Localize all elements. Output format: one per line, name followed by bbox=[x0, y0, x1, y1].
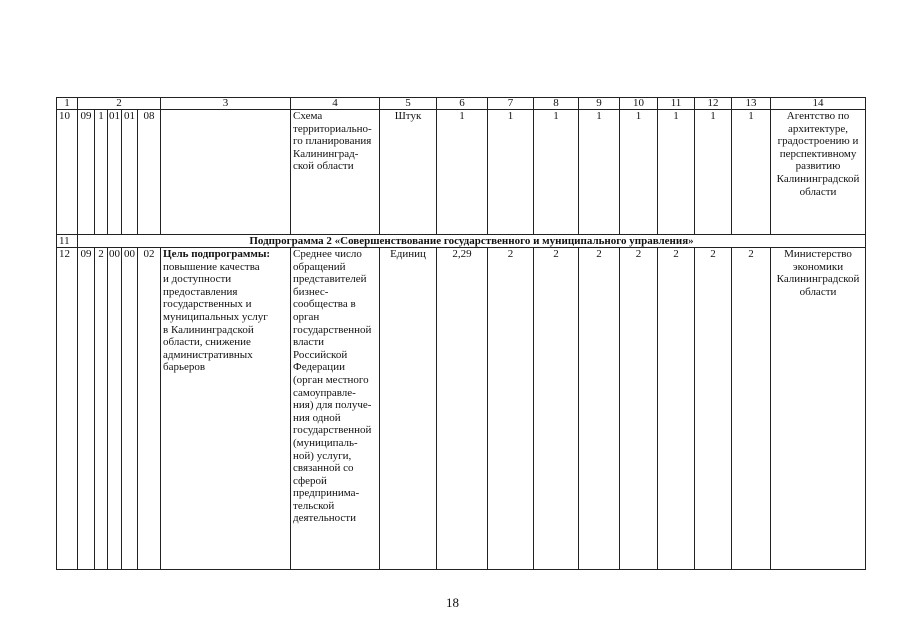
goal-line: в Калининградской bbox=[163, 323, 254, 336]
goal-line: предоставления bbox=[163, 285, 238, 298]
executor-line: Агентство по bbox=[786, 110, 850, 122]
indicator-line: территориально- bbox=[293, 122, 372, 135]
goal-line: государственных и bbox=[163, 298, 252, 311]
indicator-line: обращений bbox=[293, 260, 346, 273]
value-cell: 2 bbox=[488, 248, 534, 570]
executor-line: Калининградской bbox=[776, 172, 860, 185]
code-cell: 00 bbox=[122, 248, 138, 570]
indicator-line: сообщества в bbox=[293, 298, 356, 311]
executor-line: Калининградской bbox=[776, 273, 860, 286]
goal-line: и доступности bbox=[163, 273, 232, 286]
goal-line: муниципальных услуг bbox=[163, 310, 268, 323]
value-cell: 1 bbox=[579, 110, 620, 235]
indicator-line: орган bbox=[293, 310, 320, 323]
header-cell: 8 bbox=[534, 98, 579, 110]
row-number: 10 bbox=[57, 110, 78, 235]
indicator-line: бизнес- bbox=[293, 285, 329, 298]
row-number: 12 bbox=[57, 248, 78, 570]
value-cell: 1 bbox=[620, 110, 658, 235]
indicator-line: ния) для получе- bbox=[293, 399, 372, 412]
goal-label: Цель подпрограммы: bbox=[163, 248, 271, 260]
indicator-line: (орган местного bbox=[293, 373, 369, 386]
indicator-line: власти bbox=[293, 336, 325, 349]
indicator-cell bbox=[291, 110, 380, 235]
code-cell: 01 bbox=[122, 110, 138, 235]
value-cell: 2,29 bbox=[437, 248, 488, 570]
value-cell: 2 bbox=[658, 248, 695, 570]
indicator-line: го планирования bbox=[293, 135, 372, 148]
header-cell: 6 bbox=[437, 98, 488, 110]
executor-line: Министерство bbox=[784, 248, 852, 260]
indicator-line: самоуправле- bbox=[293, 386, 356, 399]
value-cell: 1 bbox=[732, 110, 771, 235]
header-cell: 5 bbox=[380, 98, 437, 110]
indicator-line: государственной bbox=[293, 424, 372, 437]
code-cell: 08 bbox=[138, 110, 161, 235]
value-cell: 1 bbox=[534, 110, 579, 235]
page-number: 18 bbox=[446, 595, 459, 610]
indicator-line: тельской bbox=[293, 499, 335, 512]
goal-cell bbox=[161, 248, 291, 570]
header-cell: 2 bbox=[78, 98, 161, 110]
code-cell: 02 bbox=[138, 248, 161, 570]
executor-cell bbox=[771, 248, 866, 570]
header-cell: 11 bbox=[658, 98, 695, 110]
indicator-line: государственной bbox=[293, 323, 372, 336]
indicator-line: Калининград- bbox=[293, 147, 359, 160]
header-cell: 9 bbox=[579, 98, 620, 110]
code-cell: 00 bbox=[108, 248, 122, 570]
subprogram-row bbox=[57, 235, 866, 248]
indicator-line: ской области bbox=[293, 160, 354, 173]
value-cell: 2 bbox=[534, 248, 579, 570]
indicator-line: деятельности bbox=[293, 512, 356, 525]
indicator-line: Российской bbox=[293, 348, 348, 361]
unit-cell: Единиц bbox=[380, 248, 437, 570]
executor-line: области bbox=[799, 285, 837, 298]
indicator-line: Схема bbox=[293, 110, 323, 122]
subprogram-title: Подпрограмма 2 «Совершенствование государственного и муниципального управления» bbox=[78, 235, 866, 248]
indicator-line: представителей bbox=[293, 273, 367, 286]
header-cell: 4 bbox=[291, 98, 380, 110]
indicator-line: ния одной bbox=[293, 411, 341, 424]
code-cell: 1 bbox=[95, 110, 108, 235]
code-cell: 01 bbox=[108, 110, 122, 235]
executor-line: развитию bbox=[795, 160, 841, 173]
executor-line: экономики bbox=[792, 260, 844, 273]
code-cell: 09 bbox=[78, 248, 95, 570]
table-row bbox=[57, 248, 866, 570]
code-cell: 2 bbox=[95, 248, 108, 570]
indicator-line: Среднее число bbox=[293, 248, 362, 260]
value-cell: 2 bbox=[579, 248, 620, 570]
indicator-line: Федерации bbox=[293, 361, 345, 374]
goal-line: области, снижение bbox=[163, 336, 251, 349]
value-cell: 2 bbox=[620, 248, 658, 570]
table-row bbox=[57, 110, 866, 235]
row-number: 11 bbox=[57, 235, 78, 248]
indicator-line: связанной со bbox=[293, 462, 354, 475]
value-cell: 1 bbox=[437, 110, 488, 235]
header-cell: 10 bbox=[620, 98, 658, 110]
value-cell: 2 bbox=[732, 248, 771, 570]
goal-line: административных bbox=[163, 348, 253, 361]
indicator-line: предпринима- bbox=[293, 487, 360, 500]
header-cell: 7 bbox=[488, 98, 534, 110]
header-cell: 13 bbox=[732, 98, 771, 110]
header-cell: 14 bbox=[771, 98, 866, 110]
executor-line: архитектуре, bbox=[788, 122, 848, 135]
executor-line: области bbox=[799, 185, 837, 198]
header-row bbox=[57, 98, 866, 110]
executor-line: перспективному bbox=[779, 147, 857, 160]
value-cell: 1 bbox=[488, 110, 534, 235]
value-cell: 1 bbox=[695, 110, 732, 235]
code-cell: 09 bbox=[78, 110, 95, 235]
header-cell: 12 bbox=[695, 98, 732, 110]
goal-line: повышение качества bbox=[163, 260, 260, 273]
header-cell: 3 bbox=[161, 98, 291, 110]
goal-cell bbox=[161, 110, 291, 235]
indicator-cell bbox=[291, 248, 380, 570]
indicator-line: (муниципаль- bbox=[293, 436, 358, 449]
indicators-table bbox=[56, 97, 866, 570]
goal-line: барьеров bbox=[163, 361, 206, 374]
value-cell: 1 bbox=[658, 110, 695, 235]
unit-cell: Штук bbox=[380, 110, 437, 235]
executor-line: градостроению и bbox=[777, 135, 859, 148]
executor-cell bbox=[771, 110, 866, 235]
value-cell: 2 bbox=[695, 248, 732, 570]
indicator-line: сферой bbox=[293, 474, 327, 487]
indicator-line: ной) услуги, bbox=[293, 449, 352, 462]
header-cell: 1 bbox=[57, 98, 78, 110]
